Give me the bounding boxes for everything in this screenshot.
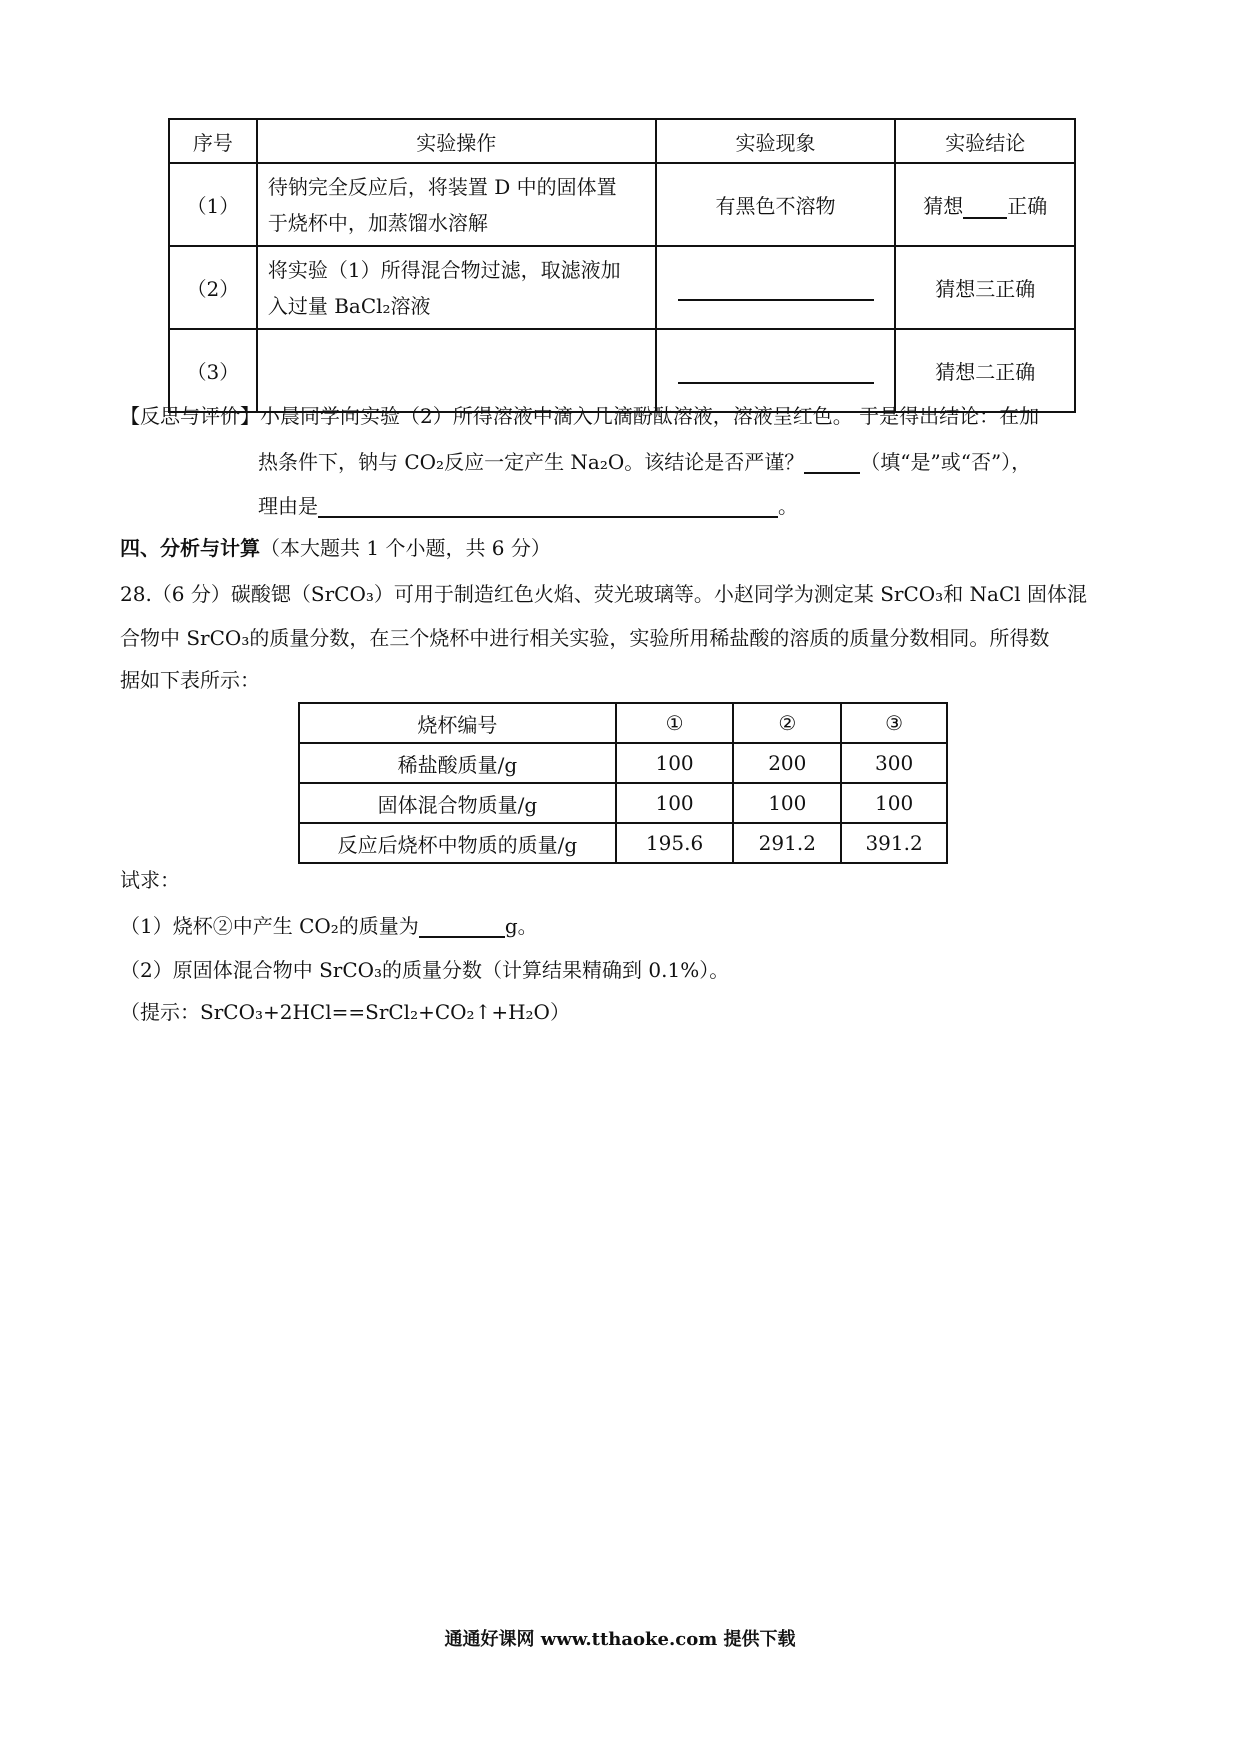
operation-line: 于烧杯中，加蒸馏水溶解 (267, 210, 488, 235)
operation-line: 入过量 BaCl₂溶液 (267, 293, 431, 318)
table-cell: 100 (616, 783, 734, 823)
question-text: （1）烧杯②中产生 CO₂的质量为 (120, 914, 419, 938)
reflection-text: 热条件下，钠与 CO₂反应一定产生 Na₂O。该结论是否严谨？ (258, 450, 805, 474)
row-label: 固体混合物质量/g (299, 783, 616, 823)
conclusion-prefix: 猜想 (923, 194, 964, 218)
table-row (299, 783, 947, 823)
header-cell: ③ (841, 703, 947, 743)
reflection-line-2 (258, 450, 1031, 474)
conclusion-suffix: 正确 (1007, 194, 1048, 218)
row-no: （3） (169, 329, 257, 412)
header-cell: 烧杯编号 (299, 703, 616, 743)
section-title: 四、分析与计算 (120, 536, 260, 560)
row-operation (257, 329, 656, 412)
row-conclusion: 猜想三正确 (895, 246, 1075, 329)
row-operation (257, 246, 656, 329)
question-ask: 试求： (120, 868, 180, 892)
question-1 (120, 914, 538, 938)
answer-blank (678, 380, 874, 384)
table-header-row (169, 119, 1075, 163)
reflection-text: 理由是 (258, 494, 318, 518)
page-footer: 通通好课网 www.tthaoke.com 提供下载 (444, 1629, 796, 1650)
row-no: （1） (169, 163, 257, 246)
experiment-table (168, 118, 1076, 413)
answer-blank (318, 496, 778, 518)
table-cell: 200 (733, 743, 841, 783)
table-cell: 195.6 (616, 823, 734, 863)
row-label: 稀盐酸质量/g (299, 743, 616, 783)
row-phenomenon (656, 329, 896, 412)
section-heading (120, 536, 551, 560)
header-operation: 实验操作 (257, 119, 656, 163)
row-conclusion: 猜想二正确 (895, 329, 1075, 412)
reflection-line-3 (258, 494, 798, 518)
question-line: 据如下表所示： (120, 668, 260, 692)
answer-blank (419, 916, 505, 938)
row-operation (257, 163, 656, 246)
header-cell: ② (733, 703, 841, 743)
header-phenomenon: 实验现象 (656, 119, 896, 163)
answer-blank (678, 297, 874, 301)
question-text: g。 (504, 914, 538, 938)
answer-blank (963, 197, 1007, 219)
table-cell: 291.2 (733, 823, 841, 863)
row-no: （2） (169, 246, 257, 329)
reflection-text: 小晨同学向实验（2）所得溶液中滴入几滴酚酞溶液，溶液呈红色。 于是得出结论：在加 (260, 404, 1040, 428)
table-row (169, 329, 1075, 412)
table-cell: 300 (841, 743, 947, 783)
header-no: 序号 (169, 119, 257, 163)
reflection-text: （填“是”或“否”）， (860, 450, 1032, 474)
table-row (169, 246, 1075, 329)
operation-line: 将实验（1）所得混合物过滤，取滤液加 (267, 257, 621, 282)
table-header-row (299, 703, 947, 743)
table-row (299, 823, 947, 863)
table-cell: 100 (733, 783, 841, 823)
question-2: （2）原固体混合物中 SrCO₃的质量分数（计算结果精确到 0.1%）。 (120, 958, 730, 982)
table-row (299, 743, 947, 783)
data-table (298, 702, 948, 864)
answer-blank (804, 452, 860, 474)
table-cell: 391.2 (841, 823, 947, 863)
row-phenomenon: 有黑色不溶物 (656, 163, 896, 246)
reflection-text: 。 (778, 494, 798, 518)
reflection-label: 【反思与评价】 (120, 404, 260, 428)
operation-line: 待钠完全反应后，将装置 D 中的固体置 (267, 174, 617, 199)
question-line: 28.（6 分）碳酸锶（SrCO₃）可用于制造红色火焰、荧光玻璃等。小赵同学为测定某 SrCO₃和 NaCl 固体混 (120, 582, 1088, 606)
row-phenomenon (656, 246, 896, 329)
header-cell: ① (616, 703, 734, 743)
table-row (169, 163, 1075, 246)
row-conclusion (895, 163, 1075, 246)
hint: （提示：SrCO₃+2HCl==SrCl₂+CO₂↑+H₂O） (120, 1000, 570, 1024)
section-note: （本大题共 1 个小题，共 6 分） (260, 536, 551, 560)
row-label: 反应后烧杯中物质的质量/g (299, 823, 616, 863)
question-line: 合物中 SrCO₃的质量分数，在三个烧杯中进行相关实验，实验所用稀盐酸的溶质的质量分数相同。所得数 (120, 626, 1050, 650)
reflection-line-1 (120, 404, 1039, 428)
table-cell: 100 (616, 743, 734, 783)
header-conclusion: 实验结论 (895, 119, 1075, 163)
table-cell: 100 (841, 783, 947, 823)
